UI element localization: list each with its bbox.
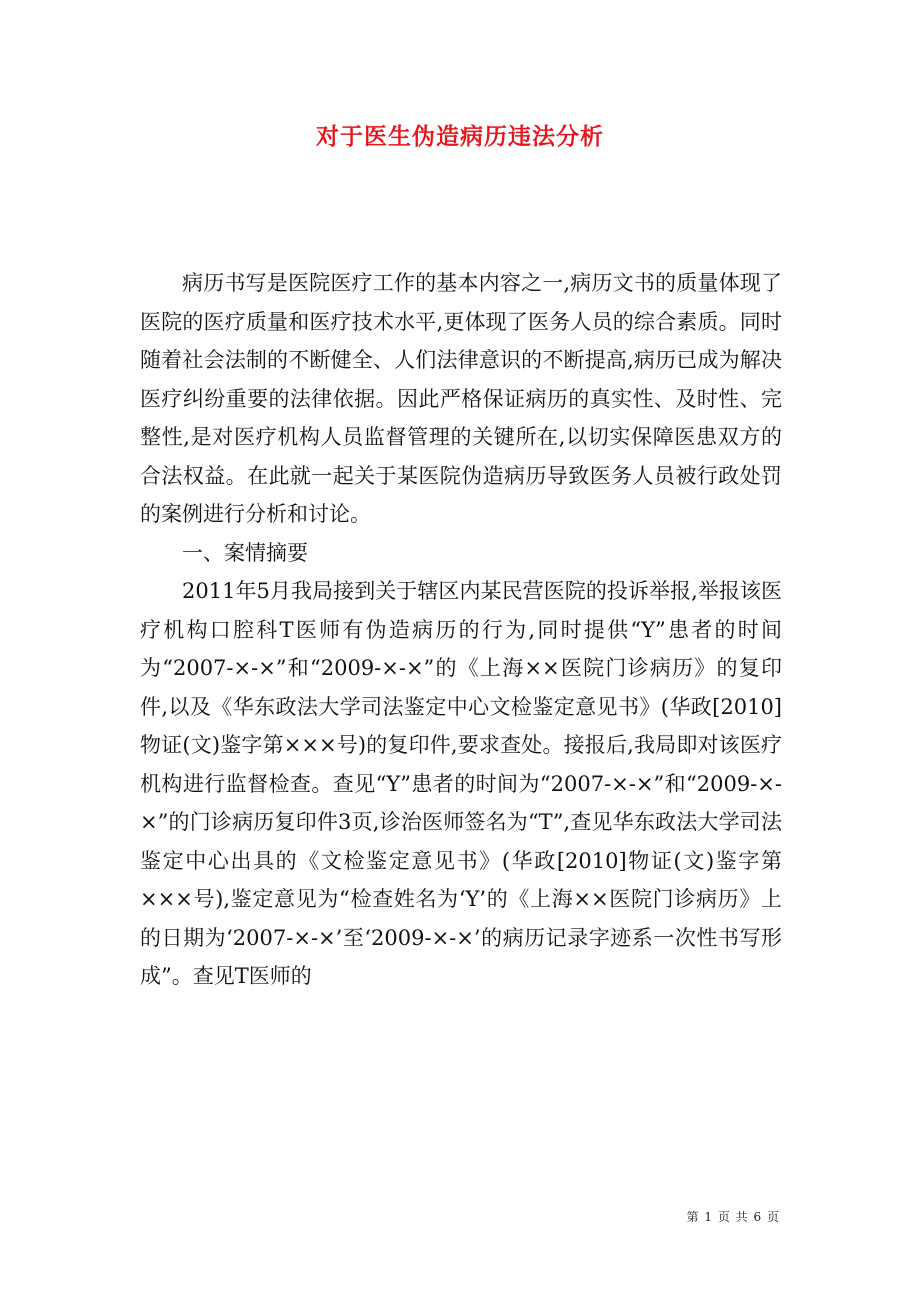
footer-page-label: 第	[686, 1210, 700, 1224]
document-title: 对于医生伪造病历违法分析	[316, 124, 604, 150]
document-body	[140, 264, 782, 996]
page-footer	[687, 1208, 780, 1225]
paragraph-intro: 病历书写是医院医疗工作的基本内容之一,病历文书的质量体现了医院的医疗质量和医疗技术水平,更体现了医务人员的综合素质。同时随着社会法制的不断健全、人们法律意识的不断提高,病历已成为解决医疗纠纷重要的法律依据。因此严格保证病历的真实性、及时性、完整性,是对医疗机构人员监督管理的关键所在,以切实保障医患双方的合法权益。在此就一起关于某医院伪造病历导致医务人员被行政处罚的案例进行分析和讨论。	[140, 271, 782, 526]
footer-current-page: 1	[704, 1210, 713, 1224]
paragraph-case-details: 2011年5月我局接到关于辖区内某民营医院的投诉举报,举报该医疗机构口腔科T医师有伪造病历的行为,同时提供“Y”患者的时间为“2007-×-×”和“2009-×-×”的《上海××医院门诊病历》的复印件,以及《华东政法大学司法鉴定中心文检鉴定意见书》(华政[2010]物证(文)鉴字第×××号)的复印件,要求查处。接报后,我局即对该医疗机构进行监督检查。查见“Y”患者的时间为“2007-×-×”和“2009-×-×”的门诊病历复印件3页,诊治医师签名为“T”,查见华东政法大学司法鉴定中心出具的《文检鉴定意见书》(华政[2010]物证(文)鉴字第×××号),鉴定意见为“检查姓名为‘Y’的《上海××医院门诊病历》上的日期为‘2007-×-×’至‘2009-×-×’的病历记录字迹系一次性书写形成”。查见T医师的	[140, 579, 782, 988]
section-heading-case-summary: 一、案情摘要	[182, 540, 308, 565]
footer-total-unit: 页	[766, 1210, 780, 1224]
footer-total-label: 共	[735, 1210, 749, 1224]
footer-page-unit: 页	[717, 1210, 731, 1224]
footer-total-pages: 6	[753, 1210, 763, 1224]
